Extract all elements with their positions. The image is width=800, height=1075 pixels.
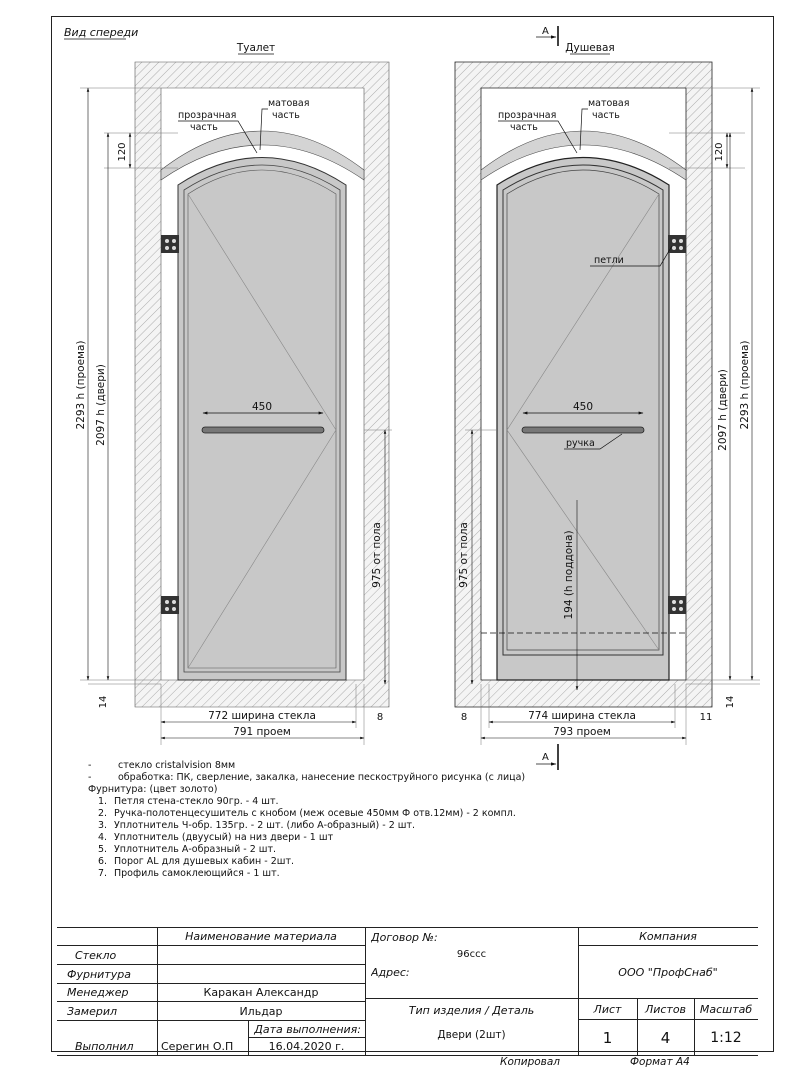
right-dim-floor: 975 от пола bbox=[458, 522, 470, 588]
copied-label: Копировал bbox=[500, 1056, 560, 1068]
hardware-item: 3. Уплотнитель Ч-обр. 135гр. - 2 шт. (либо А-образный) - 2 шт. bbox=[98, 820, 416, 831]
right-door-view bbox=[455, 26, 760, 770]
material-header: Наименование материала bbox=[185, 930, 337, 943]
right-dim-opening-w: 793 проем bbox=[553, 726, 611, 738]
sheets-label: Листов bbox=[644, 1002, 687, 1016]
hardware-item: 6. Порог AL для душевых кабин - 2шт. bbox=[98, 856, 295, 867]
measured-name: Ильдар bbox=[239, 1004, 283, 1018]
right-dim-gap-left: 8 bbox=[460, 712, 468, 723]
hardware-item: 7. Профиль самоклеющийся - 1 шт. bbox=[98, 868, 280, 879]
svg-text:часть: часть bbox=[272, 110, 300, 121]
left-door-view bbox=[75, 42, 392, 745]
left-transparent-label: прозрачная bbox=[178, 110, 237, 121]
row-glass-label: Стекло bbox=[75, 948, 117, 962]
title-block bbox=[57, 927, 758, 1056]
contract-label: Договор №: bbox=[371, 930, 438, 944]
right-dim-top: 120 bbox=[714, 142, 725, 162]
hardware-item: 4. Уплотнитель (двуусый) на низ двери - 1 шт bbox=[98, 832, 334, 843]
left-dim-opening-h: 2293 h (проема) bbox=[75, 340, 87, 430]
left-door-glass bbox=[178, 158, 346, 681]
right-matte-label: матовая bbox=[588, 98, 630, 109]
svg-text:часть: часть bbox=[592, 110, 620, 121]
left-hinge-top bbox=[161, 235, 179, 253]
row-measured-label: Замерил bbox=[67, 1004, 118, 1018]
scale-value: 1:12 bbox=[710, 1029, 742, 1046]
left-door-title: Туалет bbox=[236, 42, 276, 54]
right-dim-handle: 450 bbox=[572, 401, 594, 413]
note-line: - стекло cristalvision 8мм bbox=[88, 760, 236, 771]
right-dim-gap-right: 11 bbox=[699, 712, 713, 723]
section-mark-bottom: А bbox=[542, 752, 549, 763]
right-hinge-bottom bbox=[668, 596, 686, 614]
left-dim-opening-w: 791 проем bbox=[233, 726, 291, 738]
left-dim-handle: 450 bbox=[251, 401, 273, 413]
left-dim-gap: 8 bbox=[376, 712, 384, 723]
left-hinge-bottom bbox=[161, 596, 179, 614]
completion-date-label: Дата выполнения: bbox=[254, 1022, 361, 1036]
svg-text:часть: часть bbox=[190, 122, 218, 133]
hardware-item: 1. Петля стена-стекло 90гр. - 4 шт. bbox=[98, 796, 279, 807]
company-name: ООО "ПрофСнаб" bbox=[618, 965, 718, 979]
left-dim-floor: 975 от пола bbox=[371, 522, 383, 588]
row-manager-label: Менеджер bbox=[67, 986, 129, 999]
row-hardware-label: Фурнитура bbox=[67, 967, 131, 981]
right-door-title: Душевая bbox=[565, 42, 615, 54]
scale-label: Масштаб bbox=[699, 1002, 753, 1016]
right-dim-glass-w: 774 ширина стекла bbox=[528, 710, 636, 722]
note-line: - обработка: ПК, сверление, закалка, нанесение пескоструйного рисунка (с лица) bbox=[88, 772, 526, 783]
hardware-item: 5. Уплотнитель А-образный - 2 шт. bbox=[98, 844, 277, 855]
completion-date: 16.04.2020 г. bbox=[268, 1039, 345, 1053]
right-hinge-top bbox=[668, 235, 686, 253]
right-transparent-label: прозрачная bbox=[498, 110, 557, 121]
right-dim-bottom: 14 bbox=[725, 695, 736, 709]
handle-label: ручка bbox=[566, 438, 595, 449]
left-dim-bottom: 14 bbox=[98, 695, 109, 709]
left-matte-label: матовая bbox=[268, 98, 310, 109]
right-dim-tray: 194 (h поддона) bbox=[563, 530, 575, 620]
address-label: Адрес: bbox=[371, 965, 410, 979]
left-dim-door-h: 2097 h (двери) bbox=[95, 364, 107, 446]
right-handle bbox=[522, 427, 644, 433]
section-mark-top: А bbox=[542, 26, 549, 37]
sheets-value: 4 bbox=[660, 1028, 671, 1047]
sheet-label: Лист bbox=[593, 1002, 622, 1016]
left-dim-glass-w: 772 ширина стекла bbox=[208, 710, 316, 722]
right-dim-opening-h: 2293 h (проема) bbox=[739, 340, 751, 430]
manager-name: Каракан Александр bbox=[203, 986, 319, 999]
left-dim-top: 120 bbox=[117, 142, 128, 162]
contract-number: 96ссс bbox=[456, 948, 487, 960]
right-dim-door-h: 2097 h (двери) bbox=[717, 369, 729, 451]
view-title: Вид спереди bbox=[64, 26, 139, 39]
hinges-label: петли bbox=[594, 255, 624, 266]
hardware-item: 2. Ручка-полотенцесушитель с кнобом (меж осевые 450мм Ф отв.12мм) - 2 компл. bbox=[98, 808, 516, 819]
format-label: Формат А4 bbox=[630, 1056, 690, 1068]
performed-name: Серегин О.П bbox=[161, 1039, 234, 1053]
sheet-value: 1 bbox=[602, 1028, 613, 1047]
product-type-label: Тип изделия / Деталь bbox=[408, 1003, 535, 1017]
specification-notes bbox=[88, 760, 688, 880]
right-door-glass bbox=[497, 158, 669, 681]
left-handle bbox=[202, 427, 324, 433]
row-performed-label: Выполнил bbox=[75, 1039, 134, 1053]
hardware-title: Фурнитура: (цвет золото) bbox=[88, 784, 218, 795]
company-label: Компания bbox=[639, 929, 697, 943]
product-name: Двери (2шт) bbox=[437, 1029, 506, 1041]
svg-text:часть: часть bbox=[510, 122, 538, 133]
